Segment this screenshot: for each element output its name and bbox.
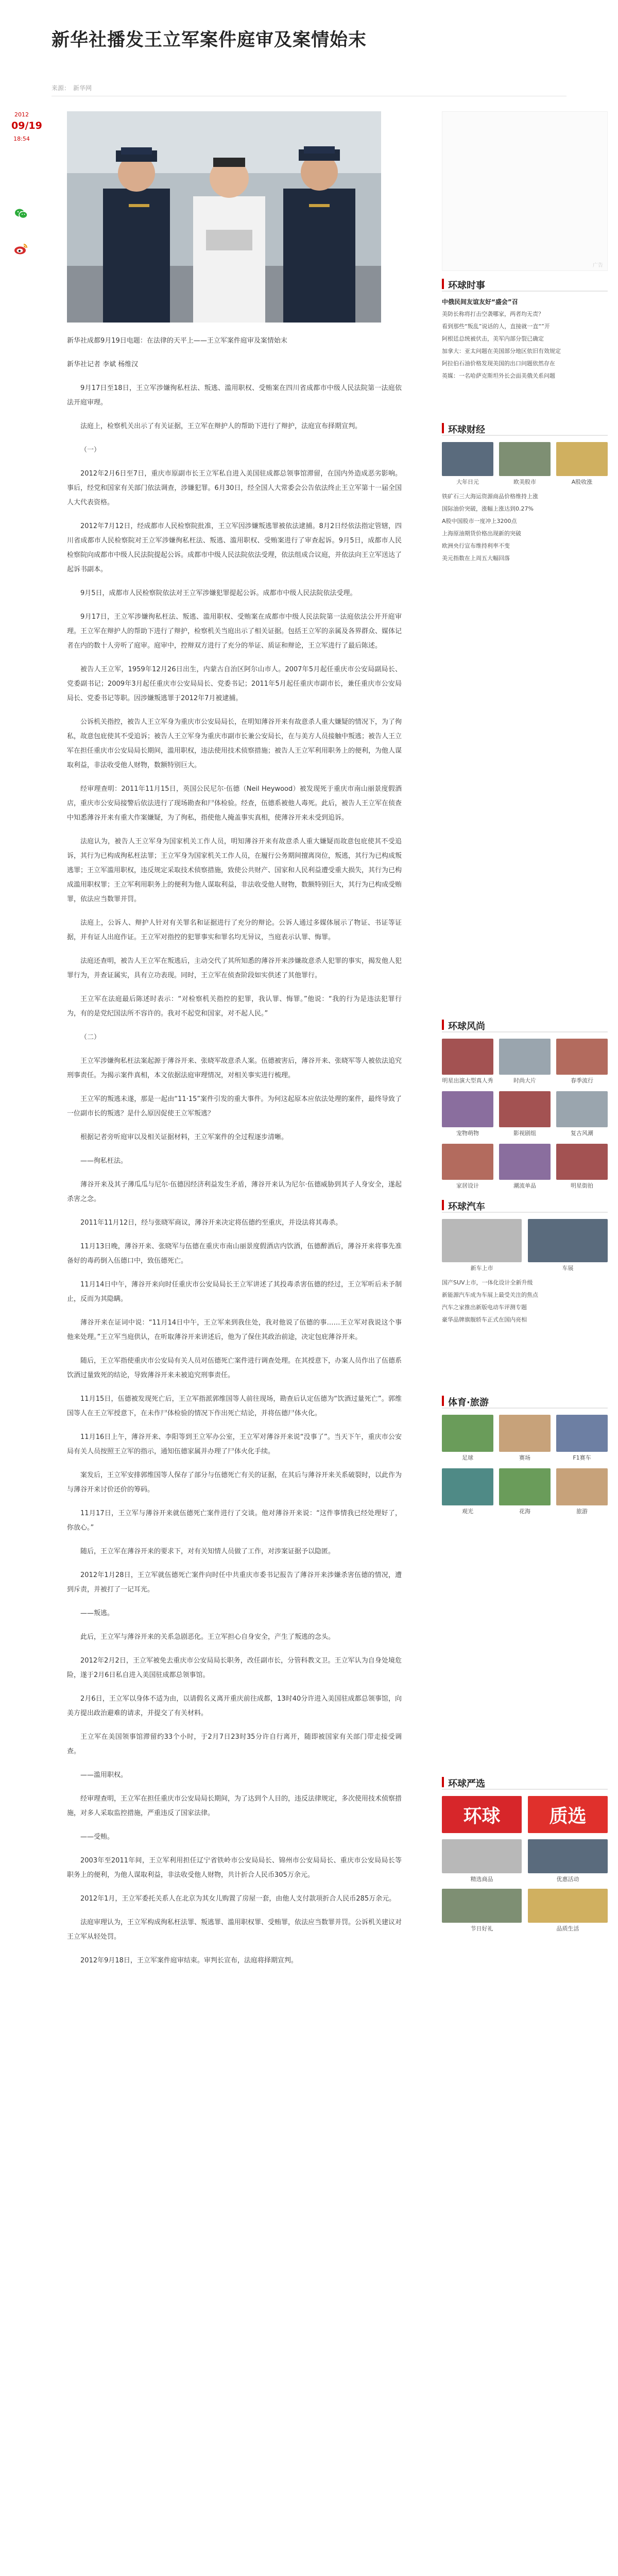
sidebar-thumb-card[interactable]	[556, 1415, 608, 1462]
thumbnail-image	[442, 1039, 493, 1075]
thumbnail-caption: 春季流行	[571, 1077, 593, 1084]
article-paragraph: 11月16日上午，薄谷开来、李阳等到王立军办公室，王立军对薄谷开来说“没事了”。当天下午，重庆市公安局有关人员按照王立军的指示，通知伍德家属并办理了尸体火化手续。	[67, 1433, 402, 1455]
thumbnail-image	[442, 1468, 493, 1505]
date-time: 18:54	[13, 135, 30, 142]
thumbnail-caption: 节日好礼	[470, 1925, 493, 1932]
finance-news-list	[442, 490, 608, 565]
thumbnail-image	[442, 442, 493, 476]
auto-news-list	[442, 1277, 608, 1326]
auto-title: 环球汽车	[448, 1201, 485, 1212]
thumbnail-image	[499, 1091, 551, 1127]
thumbnail-caption: 潮流单品	[513, 1182, 536, 1189]
article-paragraph: 此后，王立军与薄谷开来的关系急剧恶化。王立军担心自身安全，产生了叛逃的念头。	[80, 1633, 335, 1641]
sidebar-news-link[interactable]: 铁矿石三大海运资源商品价格维持上涨	[442, 493, 538, 500]
thumbnail-caption: 明星街拍	[571, 1182, 593, 1189]
article-paragraph: （一）	[80, 446, 101, 454]
sidebar-news-link[interactable]: 阿拉伯石油价格发现美国的出口问题依然存在	[442, 360, 555, 367]
thumbnail-caption: 旅游	[576, 1508, 588, 1515]
sidebar-news-link[interactable]: 加拿大：亚太问题在美国部分地区依旧有效规定	[442, 348, 561, 354]
article-paragraph: 2012年9月18日，王立军案件庭审结束。审判长宣布，法庭将择期宣判。	[80, 1957, 298, 1964]
sidebar-thumb-card[interactable]	[556, 1144, 608, 1190]
sidebar-news-link[interactable]: 新能源汽车成为车展上最受关注的焦点	[442, 1292, 538, 1298]
article-paragraph: 2012年1月，王立军委托关系人在北京为其女儿购置了房屋一套，由他人支付款项折合人民币285万余元。	[80, 1895, 396, 1903]
hot-news-title: 环球时事	[448, 280, 485, 291]
thumbnail-image	[556, 1144, 608, 1180]
hot-news-list	[442, 296, 608, 382]
article-paragraph: 王立军的叛逃未遂，那是一起由“11·15”案件引发的重大事件。为何这起原本应依法处理的案件，最终导致了一位副市长的叛逃？是什么原因促使王立军叛逃？	[67, 1095, 402, 1117]
article-paragraph: 公诉机关指控，被告人王立军身为重庆市公安局局长，在明知薄谷开来有故意杀人重大嫌疑的情况下，为了徇私，故意包庇使其不受追诉；被告人王立军身为重庆市副市长兼公安局长，在与美方人员接触中叛逃；被告人王立军在担任重庆市公安局局长期间，滥用职权，违法使用技术侦察措施；被告人王立军利用职务上的便利，为他人谋取利益，非法收受他人财物，数额特别巨大。	[67, 718, 402, 769]
pick-logo-2[interactable]	[528, 1796, 608, 1833]
hot-news-block	[442, 277, 608, 382]
article-paragraph: 王立军在美国领事馆滞留约33个小时，于2月7日23时35分许自行离开，随即被国家有关部门带走接受调查。	[67, 1733, 402, 1755]
article-paragraph: 2012年1月28日，王立军就伍德死亡案件向时任中共重庆市委书记报告了薄谷开来涉嫌杀害伍德的情况，遭到斥责，并被打了一记耳光。	[67, 1571, 402, 1594]
article-paragraph: 法庭上，检察机关出示了有关证据，王立军在辩护人的帮助下进行了辩护，法庭宣布择期宣判。	[80, 422, 362, 430]
article-paragraph: ——徇私枉法。	[80, 1157, 128, 1165]
ad-label: 广告	[593, 263, 603, 268]
thumbnail-image	[499, 1144, 551, 1180]
sidebar-thumb-card[interactable]	[528, 1219, 608, 1273]
pick-thumbs	[442, 1839, 608, 1933]
thumbnail-caption: 优惠活动	[556, 1876, 579, 1883]
article-paragraph: 随后，王立军指使重庆市公安局有关人员对伍德死亡案件进行调查处理。在其授意下，办案人员作出了伍德系饮酒过量致死的结论，导致薄谷开来未被追究刑事责任。	[67, 1357, 402, 1379]
article-paragraph: 王立军在法庭最后陈述时表示：“对检察机关指控的犯罪，我认罪、悔罪。”他说：“我的行为是违法犯罪行为，有的是党纪国法所不容许的。我对不起党和国家，对不起人民。”	[67, 995, 402, 1018]
thumbnail-caption: 时尚大片	[513, 1077, 536, 1084]
sidebar-thumb-card[interactable]	[499, 1091, 551, 1138]
sidebar-news-link[interactable]: A股中国股市一度冲上3200点	[442, 518, 517, 524]
finance-title: 环球财经	[448, 425, 485, 435]
sports-title: 体育·旅游	[448, 1397, 489, 1408]
sidebar-thumb-card[interactable]	[442, 1144, 493, 1190]
sidebar-ad[interactable]	[442, 111, 608, 271]
pick-logo-2-text: 质选	[549, 1805, 587, 1826]
article-paragraph: 被告人王立军，1959年12月26日出生，内蒙古自治区阿尔山市人。2007年5月起任重庆市公安局副局长、党委副书记；2009年3月起任重庆市公安局局长、党委书记；2011年5月起任重庆市副市长，兼任重庆市公安局局长、党委书记等职。因涉嫌叛逃罪于2012年7月被逮捕。	[67, 666, 402, 702]
sidebar-thumb-card[interactable]	[442, 1468, 493, 1516]
article-paragraph: 2012年2月2日，王立军被免去重庆市公安局局长职务，改任副市长，分管科教文卫。王立军认为自身处境危险，遂于2月6日私自进入美国驻成都总领事馆。	[67, 1657, 402, 1679]
article-photo	[67, 111, 381, 323]
thumbnail-image	[528, 1219, 608, 1262]
article-paragraph: 11月13日晚，薄谷开来、张晓军与伍德在重庆市南山丽景度假酒店内饮酒，伍德醉酒后，薄谷开来将事先准备好的毒药倒入伍德口中，致伍德死亡。	[67, 1243, 402, 1265]
article-paragraph: ——滥用职权。	[80, 1771, 128, 1779]
thumbnail-image	[442, 1415, 493, 1452]
thumbnail-image	[442, 1091, 493, 1127]
pick-title: 环球严选	[448, 1778, 485, 1789]
thumbnail-image	[556, 1091, 608, 1127]
sidebar-news-link[interactable]: 国产SUV上市，一体化设计全新升级	[442, 1279, 533, 1286]
article-paragraph: 2012年2月6日至7日，重庆市原副市长王立军私自进入美国驻成都总领事馆滞留，在国内外造成恶劣影响。事后，经党和国家有关部门依法调查，涉嫌犯罪。6月30日，经全国人大常委会公告依法终止王立军第十一届全国人大代表资格。	[67, 470, 402, 506]
article-paragraph: 法庭认为，被告人王立军身为国家机关工作人员，明知薄谷开来有故意杀人重大嫌疑而故意包庇使其不受追诉，其行为已构成徇私枉法罪；王立军身为国家机关工作人员，在履行公务期间擅离岗位，叛逃，其行为已构成叛逃罪；王立军滥用职权，违反规定采取技术侦察措施，致使公共财产、国家和人民利益遭受重大损失，其行为已构成滥用职权罪；王立军利用职务上的便利为他人谋取利益，非法收受他人财物，数额特别巨大，其行为已构成受贿罪，依法应当数罪并罚。	[67, 838, 402, 903]
thumbnail-caption: 家居设计	[456, 1182, 479, 1189]
article-paragraph: 案发后，王立军安排郭维国等人保存了部分与伍德死亡有关的证据，在其后与薄谷开来关系破裂时，以此作为与薄谷开来讨价还价的筹码。	[67, 1471, 402, 1494]
thumbnail-caption: 影视剧组	[513, 1130, 536, 1137]
article-paragraph: 2011年11月12日，经与张晓军商议，薄谷开来决定将伍德约至重庆，并设法将其毒杀。	[80, 1219, 342, 1227]
finance-block	[442, 421, 608, 565]
thumbnail-image	[528, 1889, 608, 1923]
thumbnail-image	[556, 442, 608, 476]
article-paragraph: 新华社成都9月19日电题：在法律的天平上——王立军案件庭审及案情始末	[67, 337, 287, 345]
sidebar-thumb-card[interactable]	[499, 1468, 551, 1516]
sidebar-news-link[interactable]: 阿根廷总统被伏击，美军内部分裂已确定	[442, 335, 544, 342]
article-paragraph: 根据记者旁听庭审以及相关证据材料，王立军案件的全过程逐步清晰。	[80, 1133, 288, 1141]
sidebar-news-link[interactable]: 中俄民间友谊友好“盛会”召	[442, 298, 518, 306]
style-thumbs	[442, 1039, 608, 1190]
thumbnail-image	[556, 1039, 608, 1075]
source-label: 来源：	[52, 84, 71, 92]
pick-header	[442, 1775, 608, 1790]
auto-block	[442, 1198, 608, 1326]
thumbnail-caption: 复古风潮	[571, 1130, 593, 1137]
thumbnail-image	[499, 442, 551, 476]
article-paragraph: 法庭上，公诉人、辩护人针对有关罪名和证据进行了充分的辩论。公诉人通过多媒体展示了物证、书证等证据，并有证人出庭作证。王立军对指控的犯罪事实和罪名均无异议，当庭表示认罪、悔罪。	[67, 919, 402, 941]
thumbnail-image	[499, 1415, 551, 1452]
thumbnail-caption: 新车上市	[470, 1265, 493, 1272]
style-block	[442, 1018, 608, 1190]
sidebar-thumb-card[interactable]	[499, 1039, 551, 1085]
pick-logo-1-text: 环球	[463, 1805, 501, 1826]
sidebar-thumb-card[interactable]	[556, 1039, 608, 1085]
thumbnail-caption: 观光	[462, 1508, 473, 1515]
sidebar-thumb-card[interactable]	[442, 1889, 522, 1933]
thumbnail-image	[442, 1889, 522, 1923]
article-paragraph: 11月14日中午，薄谷开来向时任重庆市公安局局长王立军讲述了其投毒杀害伍德的经过，王立军听后未予制止，反而为其隐瞒。	[67, 1281, 402, 1303]
sidebar-thumb-card[interactable]	[528, 1889, 608, 1933]
thumbnail-caption: 大年日元	[456, 479, 479, 485]
article-paragraph: 王立军涉嫌徇私枉法案起源于薄谷开来、张晓军故意杀人案。伍德被害后，薄谷开来、张晓军等人被依法追究刑事责任。为揭示案件真相，本文依据法庭审理情况，对相关事实进行梳理。	[67, 1057, 402, 1079]
thumbnail-image	[556, 1415, 608, 1452]
thumbnail-image	[442, 1219, 522, 1262]
sidebar-thumb-card[interactable]	[442, 1415, 493, 1462]
sidebar-news-link[interactable]: 国际油价突破，涨幅上涨达到0.27%	[442, 505, 534, 512]
page-title: 新华社播发王立军案件庭审及案情始末	[52, 30, 367, 50]
article-paragraph: （二）	[80, 1033, 101, 1041]
article-paragraph: 2012年7月12日，经成都市人民检察院批准，王立军因涉嫌叛逃罪被依法逮捕。8月2日经依法指定管辖，四川省成都市人民检察院对王立军涉嫌徇私枉法、叛逃、滥用职权、受贿案进行了审查起诉。9月5日，成都市人民检察院向成都市中级人民法院提起公诉。成都市中级人民法院依法受理，依法组成合议庭，并依法向王立军送达了起诉书副本。	[67, 522, 402, 573]
sidebar	[442, 111, 608, 1932]
article-meta	[52, 83, 95, 92]
article-body	[67, 111, 402, 1977]
article-text	[67, 334, 402, 1968]
thumbnail-caption: 赛场	[519, 1454, 530, 1461]
auto-thumbs	[442, 1219, 608, 1273]
sidebar-news-link[interactable]: 欧洲央行宣布维持利率不变	[442, 543, 510, 549]
sidebar-thumb-card[interactable]	[442, 1839, 522, 1884]
sidebar-news-link[interactable]: 汽车之家推出新版电动车评测专题	[442, 1304, 527, 1311]
thumbnail-image	[499, 1468, 551, 1505]
date-rail	[11, 111, 42, 142]
source-name[interactable]: 新华网	[73, 84, 92, 92]
date-month-day: 09/19	[11, 120, 42, 131]
article-paragraph: 11月17日，王立军与薄谷开来就伍德死亡案件进行了交谈。他对薄谷开来说：“这件事情我已经处理好了，你放心。”	[67, 1510, 402, 1532]
finance-thumbs	[442, 442, 608, 486]
sidebar-news-link[interactable]: 英媒：一名哈萨克斯坦外长会面美俄关系问题	[442, 372, 555, 379]
hot-news-header	[442, 277, 608, 292]
article-paragraph: 新华社记者 李斌 杨维汉	[67, 361, 139, 368]
thumbnail-caption: A股收涨	[571, 479, 593, 485]
sidebar-news-link[interactable]: 豪华品牌旗舰轿车正式在国内亮相	[442, 1316, 527, 1323]
thumbnail-image	[528, 1839, 608, 1873]
weibo-share-button[interactable]	[13, 241, 29, 257]
thumbnail-caption: 明星出演大型真人秀	[442, 1077, 493, 1084]
sidebar-thumb-card[interactable]	[528, 1839, 608, 1884]
wechat-share-button[interactable]	[13, 206, 29, 222]
weibo-icon	[13, 241, 29, 257]
thumbnail-caption: 车展	[562, 1265, 574, 1272]
sidebar-news-link[interactable]: 看到那些“叛乱”说话的人，直接就一直“”开	[442, 323, 550, 330]
sidebar-news-link[interactable]: 上海原油期货价格出现新的突破	[442, 530, 521, 537]
article-paragraph: 法庭还查明，被告人王立军在叛逃后，主动交代了其所知悉的薄谷开来涉嫌故意杀人犯罪的事实，揭发他人犯罪行为，并查证属实，具有立功表现。同时，王立军在侦查阶段如实供述了其他罪行。	[67, 957, 402, 979]
sidebar-thumb-card[interactable]	[556, 1091, 608, 1138]
style-title: 环球风尚	[448, 1021, 485, 1032]
thumbnail-caption: F1赛车	[573, 1454, 591, 1461]
sports-thumbs	[442, 1415, 608, 1516]
article-paragraph: 2003年至2011年间，王立军利用担任辽宁省铁岭市公安局局长、锦州市公安局局长、重庆市公安局局长等职务上的便利，为他人谋取利益，非法收受他人财物，共计折合人民币305万余元。	[67, 1857, 402, 1879]
pick-logos	[442, 1796, 608, 1833]
thumbnail-caption: 欧美股市	[513, 479, 536, 485]
thumbnail-image	[442, 1839, 522, 1873]
sidebar-thumb-card[interactable]	[442, 1219, 522, 1273]
article-paragraph: 2月6日，王立军以身体不适为由，以请假名义离开重庆前往成都，13时40分许进入美国驻成都总领事馆，向美方提出政治避难的请求，并提交了有关材料。	[67, 1695, 402, 1717]
thumbnail-image	[499, 1039, 551, 1075]
sidebar-thumb-card[interactable]	[442, 442, 493, 486]
thumbnail-caption: 宠物萌物	[456, 1130, 479, 1137]
article-paragraph: 随后，王立军在薄谷开来的要求下，对有关知情人员做了工作，对涉案证据予以隐匿。	[80, 1548, 335, 1555]
sidebar-thumb-card[interactable]	[442, 1039, 493, 1085]
article-paragraph: ——受贿。	[80, 1833, 114, 1841]
article-paragraph: 11月15日，伍德被发现死亡后，王立军指派郭维国等人前往现场，勘查后认定伍德为“饮酒过量死亡”。郭维国等人在王立军授意下，在未作尸体检验的情况下作出死亡结论，并将伍德尸体火化。	[67, 1395, 402, 1417]
article-paragraph: 经审理查明：2011年11月15日，英国公民尼尔·伍德（Neil Heywood）被发现死于重庆市南山丽景度假酒店，重庆市公安局接警后依法进行了现场勘查和尸体检验。经查，伍德系被他人毒死。此后，被告人王立军在侦查中知悉薄谷开来有重大作案嫌疑，为了徇私，指使他人掩盖事实真相，使薄谷开来未受到追诉。	[67, 785, 402, 822]
sidebar-news-link[interactable]: 美元指数在上周五大幅回落	[442, 555, 510, 562]
sports-block	[442, 1394, 608, 1516]
article-paragraph: 薄谷开来及其子薄瓜瓜与尼尔·伍德因经济利益发生矛盾，薄谷开来认为尼尔·伍德威胁到其子人身安全，遂起杀害之念。	[67, 1181, 402, 1203]
thumbnail-image	[556, 1468, 608, 1505]
sports-header	[442, 1394, 608, 1409]
pick-logo-1[interactable]	[442, 1796, 522, 1833]
sidebar-thumb-card[interactable]	[499, 442, 551, 486]
article-paragraph: ——叛逃。	[80, 1609, 114, 1617]
date-year: 2012	[14, 111, 29, 118]
thumbnail-caption: 品质生活	[556, 1925, 579, 1932]
thumbnail-caption: 精选商品	[470, 1876, 493, 1883]
style-header	[442, 1018, 608, 1032]
sidebar-thumb-card[interactable]	[556, 1468, 608, 1516]
sidebar-thumb-card[interactable]	[499, 1144, 551, 1190]
article-paragraph: 薄谷开来在证词中说：“11月14日中午，王立军来到我住处，我对他说了伍德的事……王立军对我说这个事他来处理。”王立军当庭供认，在听取薄谷开来讲述后，他为了保住其政治前途，决定包庇薄谷开来。	[67, 1319, 402, 1341]
article-paragraph: 9月17日至18日，王立军涉嫌徇私枉法、叛逃、滥用职权、受贿案在四川省成都市中级人民法院第一法庭依法开庭审理。	[67, 384, 402, 406]
finance-header	[442, 421, 608, 436]
wechat-icon	[13, 206, 29, 222]
sidebar-news-link[interactable]: 美防长称将打击空袭哪家，两者均无责？	[442, 311, 544, 317]
article-paragraph: 经审理查明，王立军在担任重庆市公安局局长期间，为了达到个人目的，违反法律规定，多次使用技术侦察措施，对多人采取监控措施，严重违反了国家法律。	[67, 1795, 402, 1817]
pick-block	[442, 1775, 608, 1933]
article-paragraph: 9月17日，王立军涉嫌徇私枉法、叛逃、滥用职权、受贿案在成都市中级人民法院第一法庭依法公开开庭审理。王立军在辩护人的帮助下进行了辩护，检察机关当庭出示了相关证据。包括王立军的亲属及各界群众、媒体记者在内的数十人旁听了庭审。庭审中，控辩双方进行了充分的举证、质证和辩论，王立军进行了最后陈述。	[67, 613, 402, 650]
thumbnail-caption: 花海	[519, 1508, 530, 1515]
article-paragraph: 9月5日，成都市人民检察院依法对王立军涉嫌犯罪提起公诉。成都市中级人民法院依法受理。	[80, 589, 357, 597]
sidebar-thumb-card[interactable]	[499, 1415, 551, 1462]
sidebar-thumb-card[interactable]	[442, 1091, 493, 1138]
article-paragraph: 法庭审理认为，王立军构成徇私枉法罪、叛逃罪、滥用职权罪、受贿罪，依法应当数罪并罚。公诉机关建议对王立军从轻处罚。	[67, 1919, 402, 1941]
auto-header	[442, 1198, 608, 1213]
sidebar-thumb-card[interactable]	[556, 442, 608, 486]
thumbnail-image	[442, 1144, 493, 1180]
thumbnail-caption: 足球	[462, 1454, 473, 1461]
